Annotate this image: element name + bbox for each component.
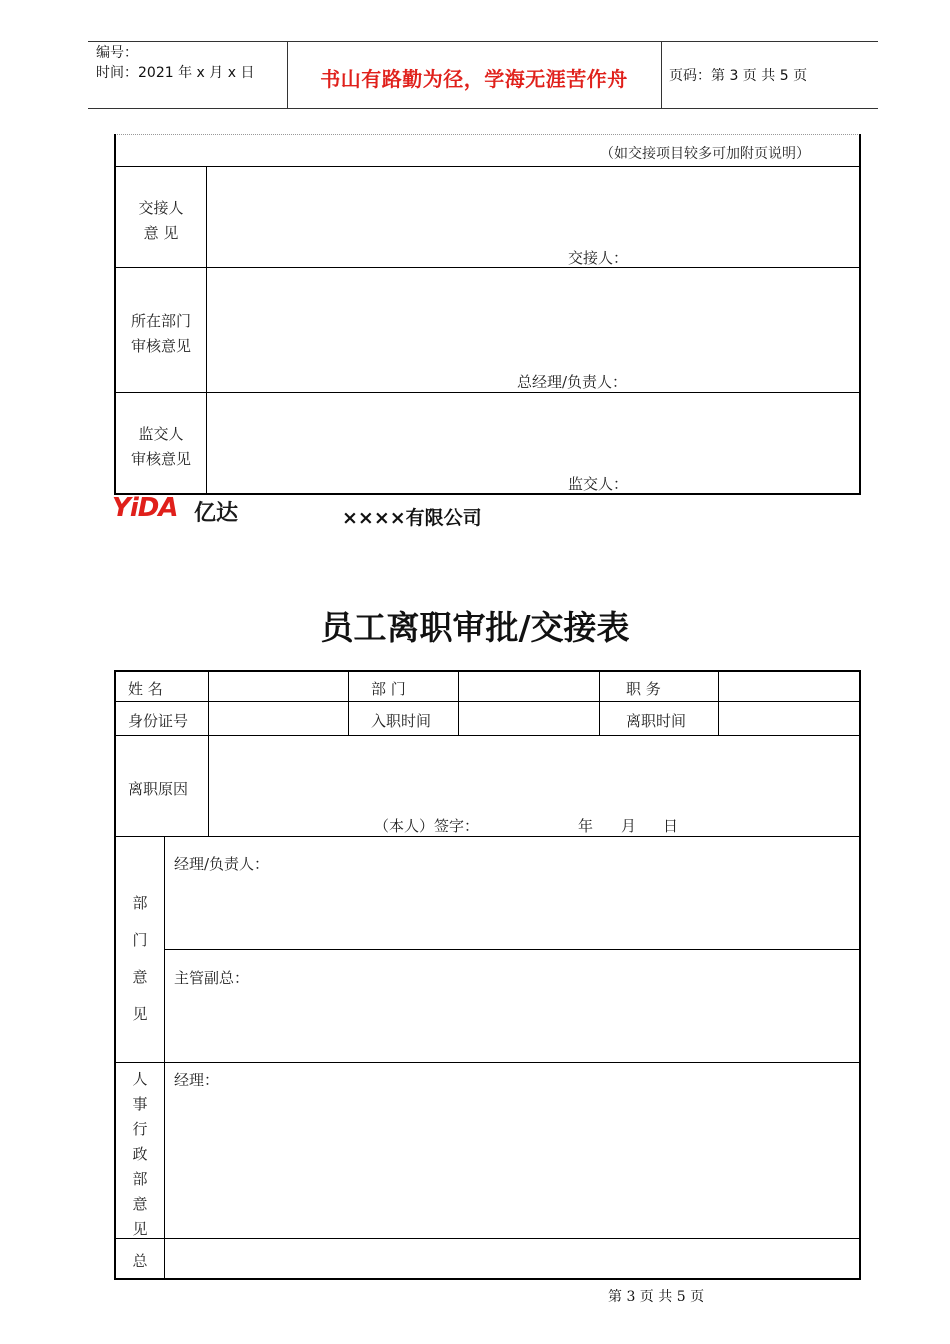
header-bottom-rule: [88, 108, 878, 109]
position-field[interactable]: [720, 672, 858, 700]
form-row-line: [114, 735, 861, 736]
document-date-label: 时间：2021 年 x 月 x 日: [96, 65, 255, 81]
dept-manager-label: 经理/负责人：: [174, 855, 270, 873]
table-right-border: [859, 134, 861, 495]
hr-manager-opinion-field[interactable]: [166, 1092, 858, 1237]
department-field[interactable]: [460, 672, 598, 700]
dept-review-label-2: 审核意见: [130, 337, 191, 355]
dept-opinion-side-label: 门: [132, 931, 148, 949]
general-manager-side-label: 总: [132, 1252, 148, 1270]
hr-opinion-side-label: 人: [132, 1070, 148, 1088]
supervisor-review-label: 监交人: [138, 425, 184, 443]
form-col-line: [599, 670, 600, 735]
resignation-reason-label: 离职原因: [128, 780, 189, 798]
form-row-line: [114, 1062, 861, 1063]
dept-opinion-side-label: 意: [132, 968, 148, 986]
supervisor-signature-label: 监交人：: [568, 475, 629, 493]
form-row-line: [164, 949, 861, 950]
handover-note: （如交接项目较多可加附页说明）: [600, 146, 810, 162]
form-col-line: [718, 670, 719, 735]
deputy-gm-label: 主管副总：: [174, 969, 250, 987]
position-label: 职 务: [626, 680, 661, 698]
hr-opinion-side-label: 政: [132, 1145, 148, 1163]
table-col-line: [206, 166, 207, 493]
entry-date-label: 入职时间: [371, 712, 432, 730]
leave-date-field[interactable]: [720, 703, 858, 734]
dept-manager-opinion-field[interactable]: [166, 876, 858, 948]
form-col-line: [164, 836, 165, 1280]
handover-opinion-label-2: 意 见: [143, 224, 179, 242]
id-number-label: 身份证号: [128, 712, 189, 730]
header-motto: 书山有路勤为径，学海无涯苦作舟: [320, 67, 628, 91]
document-number-label: 编号：: [96, 45, 138, 61]
dept-opinion-side-label: 见: [132, 1005, 148, 1023]
deputy-gm-opinion-field[interactable]: [166, 990, 858, 1061]
company-logo: YiDA: [112, 493, 178, 523]
employee-signature-label: （本人）签字：: [374, 817, 480, 835]
name-label: 姓 名: [128, 680, 163, 698]
form-col-line: [348, 670, 349, 735]
handover-opinion-label: 交接人: [138, 199, 184, 217]
hr-opinion-side-label: 事: [132, 1095, 148, 1113]
general-manager-opinion-field[interactable]: [166, 1240, 858, 1278]
hr-opinion-side-label: 部: [132, 1170, 148, 1188]
form-col-line: [458, 670, 459, 735]
hr-opinion-side-label: 行: [132, 1120, 148, 1138]
table-row-line: [114, 166, 861, 167]
id-number-field[interactable]: [210, 703, 347, 734]
company-logo-cn: 亿达: [194, 501, 239, 526]
leave-date-label: 离职时间: [626, 712, 687, 730]
form-row-line: [114, 701, 861, 702]
header-top-rule: [88, 41, 878, 42]
handover-signature-label: 交接人：: [568, 249, 629, 267]
table-row-line: [114, 267, 861, 268]
dept-review-label: 所在部门: [130, 312, 191, 330]
form-title: 员工离职审批/交接表: [320, 608, 630, 647]
form-row-line: [114, 836, 861, 837]
name-field[interactable]: [210, 672, 347, 700]
signature-year-label: 年: [578, 817, 594, 835]
supervisor-review-label-2: 审核意见: [130, 450, 191, 468]
dept-opinion-side-label: 部: [132, 894, 148, 912]
table-continuation-edge: [114, 134, 860, 135]
form-row-line: [114, 1238, 861, 1239]
hr-manager-label: 经理：: [174, 1071, 220, 1089]
page-indicator: 页码：第 3 页 共 5 页: [669, 68, 808, 84]
table-bottom-border: [114, 493, 861, 495]
signature-month-label: 月: [621, 817, 637, 835]
table-row-line: [114, 392, 861, 393]
hr-opinion-side-label: 见: [132, 1220, 148, 1238]
signature-day-label: 日: [663, 817, 679, 835]
hr-opinion-side-label: 意: [132, 1195, 148, 1213]
department-label: 部 门: [371, 680, 406, 698]
resignation-reason-field[interactable]: [210, 737, 858, 807]
company-name: ××××有限公司: [342, 507, 482, 529]
header-divider: [661, 42, 662, 108]
footer-page-number: 第 3 页 共 5 页: [608, 1289, 705, 1305]
general-manager-signature-label: 总经理/负责人：: [517, 373, 628, 391]
form-col-line: [208, 670, 209, 836]
entry-date-field[interactable]: [460, 703, 598, 734]
